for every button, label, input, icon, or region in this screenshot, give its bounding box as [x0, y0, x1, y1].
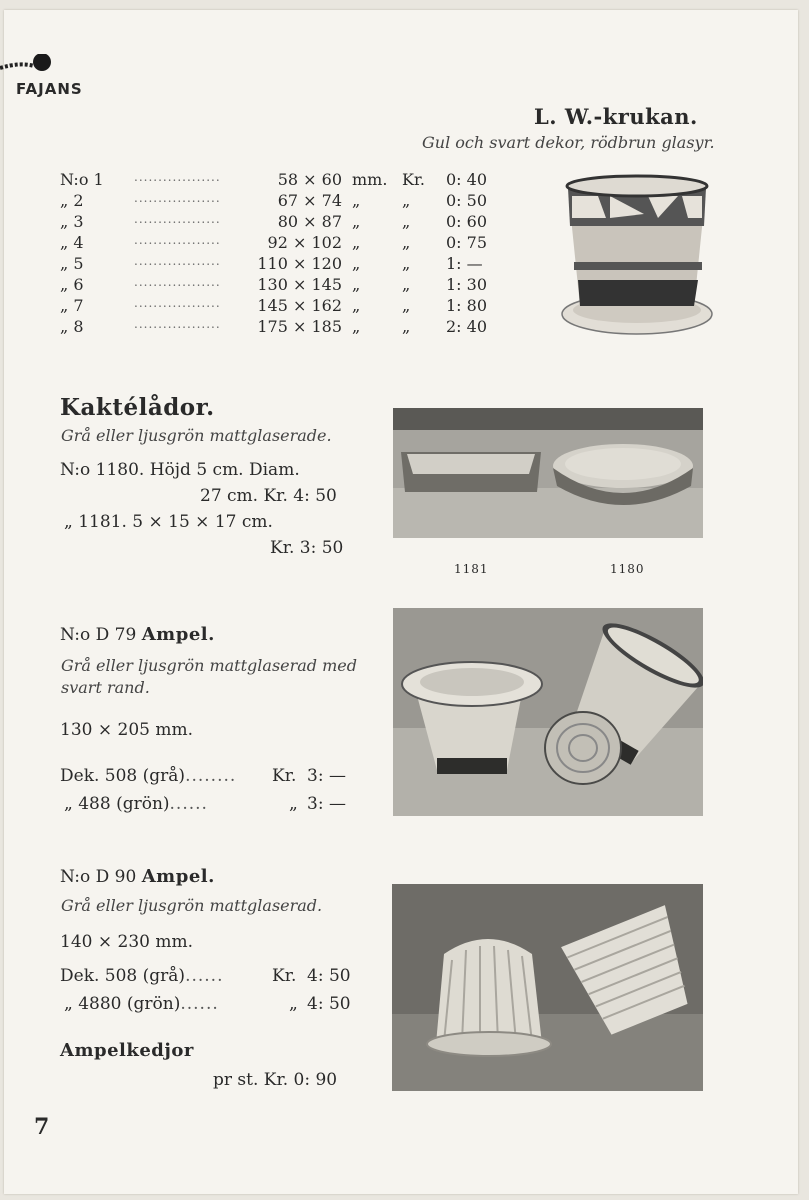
kaktelador-title: Kaktélådor. — [60, 394, 215, 421]
ampel-d90-row2-kr: „ — [289, 994, 298, 1014]
lw-krukan-row — [60, 317, 500, 338]
kaktelador-photo — [393, 408, 703, 538]
lw-row-dots: .................. — [134, 233, 221, 247]
lw-row-unit: „ — [352, 296, 361, 315]
lw-krukan-row — [60, 275, 500, 296]
ampel-d79-row2-dots: ...... — [169, 794, 208, 814]
lw-row-dots: .................. — [134, 254, 221, 268]
ampel-d79-size: 130 × 205 mm. — [60, 720, 193, 740]
lw-row-number: „ 4 — [60, 233, 84, 252]
lw-row-dots: .................. — [134, 296, 221, 310]
ampel-d79-number: N:o D 79 — [60, 625, 137, 645]
lw-row-price: 0: 50 — [446, 191, 488, 210]
ampel-d79-row2-label: „ 488 (grön) — [64, 794, 170, 814]
photo-caption-1181: 1181 — [454, 562, 489, 576]
kaktelador-line1: N:o 1180. Höjd 5 cm. Diam. — [60, 460, 300, 480]
ampel-d90-size: 140 × 230 mm. — [60, 932, 193, 952]
lw-row-price: 2: 40 — [446, 317, 488, 336]
ampel-d79-row2-price: 3: — — [307, 794, 346, 814]
ampel-d79-row2-kr: „ — [289, 794, 298, 814]
lw-row-number: „ 2 — [60, 191, 84, 210]
lw-row-kr: „ — [402, 296, 411, 315]
lw-row-kr: „ — [402, 191, 411, 210]
ampel-d90-photo — [392, 884, 703, 1091]
ampel-d79-row2 — [64, 794, 208, 814]
catalog-page — [4, 10, 798, 1194]
page-number: 7 — [34, 1114, 50, 1140]
lw-row-price: 0: 40 — [446, 170, 488, 189]
lw-row-number: „ 5 — [60, 254, 84, 273]
lw-row-unit: mm. — [352, 170, 388, 189]
lw-row-size: 67 × 74 — [277, 191, 342, 210]
lw-row-size: 80 × 87 — [277, 212, 342, 231]
lw-row-dots: .................. — [134, 212, 221, 226]
lw-row-size: 110 × 120 — [257, 254, 342, 273]
lw-krukan-row — [60, 296, 500, 317]
lw-krukan-subtitle: Gul och svart dekor, rödbrun glasyr. — [422, 133, 715, 152]
lw-row-dots: .................. — [134, 170, 221, 184]
lw-row-kr: „ — [402, 233, 411, 252]
lw-row-price: 1: 80 — [446, 296, 488, 315]
ampelkedjor-price: pr st. Kr. 0: 90 — [213, 1070, 338, 1090]
lw-row-size: 58 × 60 — [277, 170, 342, 189]
lw-row-kr: „ — [402, 254, 411, 273]
ampel-d79-title — [60, 624, 215, 645]
ampel-d90-desc: Grå eller ljusgrön mattglaserad. — [61, 896, 323, 915]
lw-krukan-row — [60, 170, 500, 191]
lw-krukan-photo — [558, 166, 716, 342]
ampel-d90-row2-label: „ 4880 (grön) — [64, 994, 181, 1014]
ampel-d79-row1-kr: Kr. — [272, 766, 297, 786]
binding-string — [0, 54, 60, 76]
lw-row-kr: „ — [402, 317, 411, 336]
lw-row-unit: „ — [352, 212, 361, 231]
ampel-d79-desc-line2: svart rand. — [61, 678, 150, 697]
lw-row-dots: .................. — [134, 317, 221, 331]
ampel-d79-row1-price: 3: — — [307, 766, 346, 786]
kaktelador-line2: 27 cm. Kr. 4: 50 — [200, 486, 337, 506]
ampel-d90-title — [60, 866, 215, 887]
ampelkedjor-title: Ampelkedjor — [60, 1040, 194, 1061]
ampel-d90-row1-dots: ...... — [185, 966, 224, 986]
ampel-d79-desc-line1: Grå eller ljusgrön mattglaserad med — [61, 656, 358, 675]
lw-row-size: 145 × 162 — [257, 296, 342, 315]
ampel-d90-row1-label: Dek. 508 (grå) — [60, 966, 186, 986]
ampel-d79-row1-label: Dek. 508 (grå) — [60, 766, 186, 786]
lw-row-number: „ 6 — [60, 275, 84, 294]
lw-krukan-row — [60, 191, 500, 212]
lw-row-price: 0: 75 — [446, 233, 488, 252]
lw-row-size: 92 × 102 — [267, 233, 342, 252]
ampel-d79-row1-dots: ........ — [185, 766, 237, 786]
photo-caption-1180: 1180 — [610, 562, 645, 576]
lw-row-unit: „ — [352, 254, 361, 273]
lw-krukan-row — [60, 254, 500, 275]
lw-krukan-title: L. W.-krukan. — [534, 104, 698, 129]
lw-row-unit: „ — [352, 275, 361, 294]
kaktelador-line3: „ 1181. 5 × 15 × 17 cm. — [64, 512, 273, 532]
lw-row-number: „ 8 — [60, 317, 84, 336]
ampel-d90-row1 — [60, 966, 224, 986]
lw-row-price: 0: 60 — [446, 212, 488, 231]
lw-row-kr: Kr. — [402, 170, 425, 189]
ampel-d79-photo — [393, 608, 703, 816]
ampel-d90-row1-kr: Kr. — [272, 966, 297, 986]
ampel-d90-row2 — [64, 994, 219, 1014]
kaktelador-subtitle: Grå eller ljusgrön mattglaserade. — [61, 426, 332, 445]
lw-row-dots: .................. — [134, 191, 221, 205]
lw-row-unit: „ — [352, 191, 361, 210]
ampel-d90-row2-dots: ...... — [180, 994, 219, 1014]
lw-row-unit: „ — [352, 317, 361, 336]
lw-row-price: 1: 30 — [446, 275, 488, 294]
ampel-d79-name: Ampel. — [141, 624, 215, 645]
section-header: FAJANS — [16, 80, 83, 98]
lw-row-dots: .................. — [134, 275, 221, 289]
lw-row-number: N:o 1 — [60, 170, 104, 189]
lw-krukan-row — [60, 233, 500, 254]
ampel-d90-name: Ampel. — [141, 866, 215, 887]
ampel-d90-row2-price: 4: 50 — [307, 994, 351, 1014]
ampel-d90-row1-price: 4: 50 — [307, 966, 351, 986]
lw-row-unit: „ — [352, 233, 361, 252]
lw-row-size: 130 × 145 — [257, 275, 342, 294]
lw-row-number: „ 7 — [60, 296, 84, 315]
lw-krukan-row — [60, 212, 500, 233]
lw-row-kr: „ — [402, 212, 411, 231]
ampel-d79-row1 — [60, 766, 236, 786]
lw-row-price: 1: — — [446, 254, 483, 273]
kaktelador-line4: Kr. 3: 50 — [270, 538, 344, 558]
lw-row-number: „ 3 — [60, 212, 84, 231]
ampel-d90-number: N:o D 90 — [60, 867, 137, 887]
lw-krukan-price-table — [60, 170, 500, 340]
lw-row-kr: „ — [402, 275, 411, 294]
lw-row-size: 175 × 185 — [257, 317, 342, 336]
